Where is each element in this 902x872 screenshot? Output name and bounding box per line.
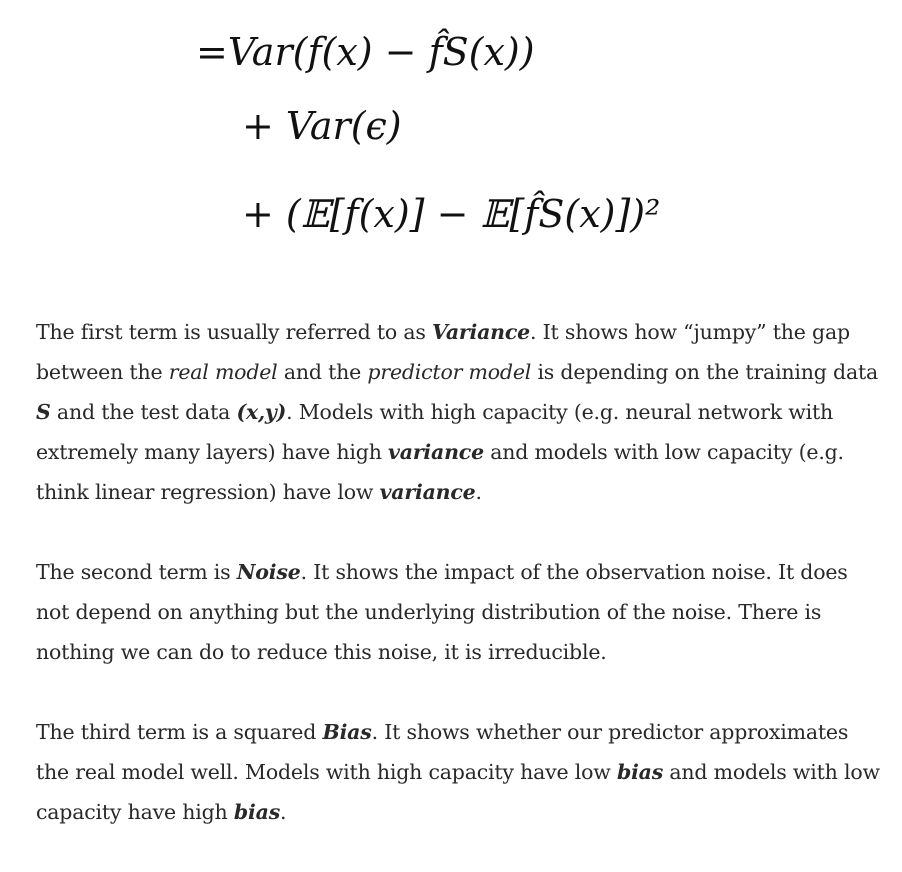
equation-bias-term: + (𝔼[f(x)] − 𝔼[f̂S(x)])² (242, 192, 661, 236)
text-run: . It shows whether our predictor approximates the real model well. Models with high capacity have low (36, 720, 849, 784)
emphasized-term: S (36, 400, 51, 424)
emphasized-term: bias (233, 800, 281, 824)
paragraph-variance (36, 312, 886, 512)
text-run: . It shows the impact of the observation noise. It does not depend on anything but the underlying distribution of the noise. There is nothing we can do to reduce this noise, it is irreducible. (36, 560, 848, 664)
emphasized-term: variance (388, 440, 484, 464)
emphasized-term: bias (616, 760, 664, 784)
text-run: The third term is a squared (36, 720, 323, 744)
text-run: . It shows how “jumpy” the gap between the (36, 320, 850, 384)
bias-variance-equation (196, 22, 796, 272)
emphasized-term: Bias (322, 720, 372, 744)
paragraph-noise (36, 552, 886, 672)
emphasized-term: Variance (432, 320, 531, 344)
text-run: is depending on the training data (531, 360, 879, 384)
article-body (36, 312, 886, 872)
emphasized-term: Noise (236, 560, 301, 584)
text-run: . (475, 480, 482, 504)
italic-phrase: predictor model (367, 360, 532, 384)
equation-variance-term: =Var(f(x) − f̂S(x)) (196, 30, 535, 74)
text-run: and models with low capacity have high (36, 760, 880, 824)
paragraph-bias (36, 712, 886, 832)
emphasized-term: variance (379, 480, 476, 504)
text-run: The second term is (36, 560, 237, 584)
text-run: The first term is usually referred to as (36, 320, 432, 344)
text-run: . Models with high capacity (e.g. neural network with extremely many layers) have high (36, 400, 833, 464)
text-run: and models with low capacity (e.g. think linear regression) have low (36, 440, 844, 504)
equation-noise-term: + Var(ϵ) (242, 104, 402, 148)
emphasized-term: (x,y) (236, 400, 287, 424)
text-run: and the test data (50, 400, 237, 424)
text-run: and the (277, 360, 368, 384)
italic-phrase: real model (168, 360, 278, 384)
text-run: . (280, 800, 287, 824)
